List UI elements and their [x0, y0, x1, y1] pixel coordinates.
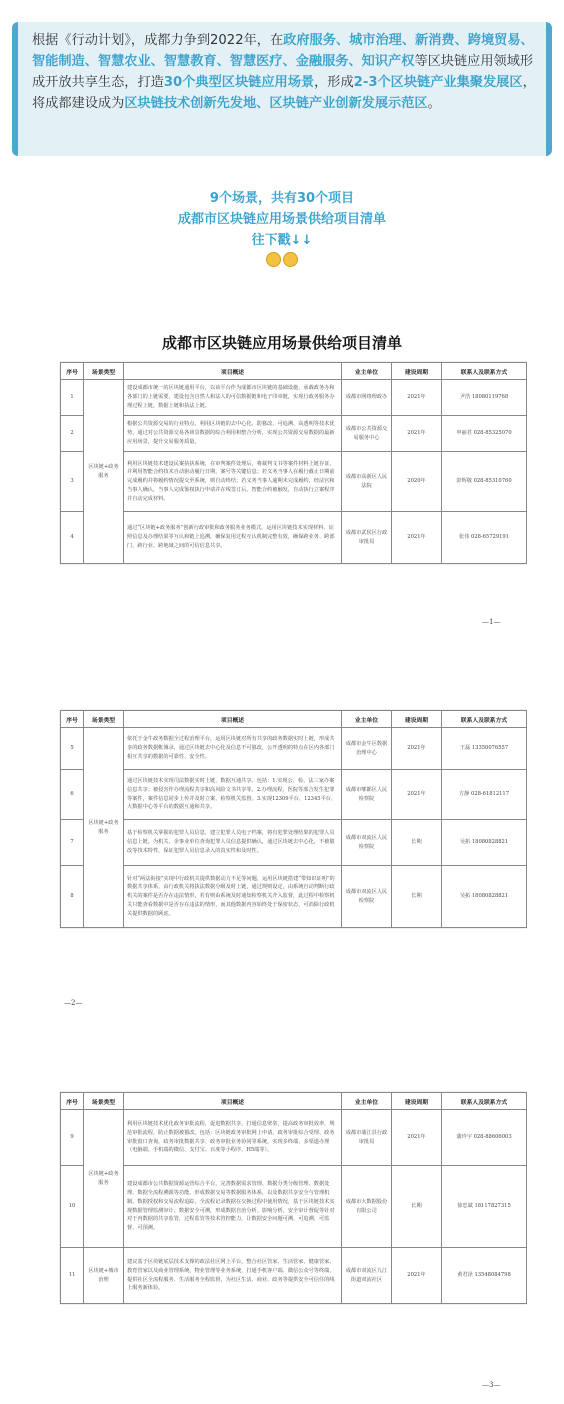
- row-desc: 利用区块链技术优化政务审批流程，促进数据共享，打通信息壁垒，提高政务审批效率，规范审批流程，防止数据被篡改。包括：区块链政务审批网上申请，政务审批综合受理、政务审批窗口查询，政务审批数据共享、政务审批业务协同等系统，实现多终端、多渠道办理（电脑端、手机端的微信、支付宝、百度等小程序、H5端等）。: [124, 1110, 342, 1166]
- row-owner: 成都市双流区人民检察院: [342, 866, 392, 928]
- table-row: [61, 1110, 527, 1166]
- row-desc: 利用区块链技术建设民案执执系统，在审判案件处理后，将裁判文书等案件材料上链存证，并利用智能合约技术自动驱动履行日期、案号等关键信息；若义务当事人在履行截止日期前完成履约并将履约情况提交至系统，则自动终结；若义务当事人逾期未完成履约，经法官和当事人确认，当事人完成鉴权执行申请并在线签订后，智能合约被触发，自动执行立案程序并自动完成材料。: [124, 452, 342, 512]
- row-no: 11: [61, 1248, 84, 1304]
- row-desc: 建设成都市公共数据资源运营综合平台，完善数据需求管理、数据分类分级管理、数据处理、数据全流程溯源等功能，形成数据交易等数据服务体系，以及数据共享安全与管理机制。数据授权和交易流程追踪，全流程记录数据在交换过程中使用情况，基于区块链技术实现数据管理监测审计、数据安全可溯，形成数据自治分析、影响分析、安全审计督促等针对对于内数据的共享监管，过程监管等技术管控能力，让数据安全问题可溯、可追溯、可监督、可预测。: [124, 1166, 342, 1248]
- row-contact: 吴拓 18080828821: [442, 866, 527, 928]
- page-number: —1—: [482, 618, 501, 626]
- table-header-row: [61, 363, 527, 380]
- cta-line-2: 成都市区块链应用场景供给项目清单: [177, 212, 386, 227]
- row-no: 10: [61, 1166, 84, 1248]
- smirk-emoji-icon: [283, 252, 298, 267]
- table-row: [61, 452, 527, 512]
- row-period: 2021年: [392, 728, 442, 770]
- row-owner: 成都市网络理政办: [342, 380, 392, 416]
- row-desc: 建议基于区块链底层技术支撑的政法社区网上平台，整合社区管家、生活管家、健康管家、教育管家以及商业管理系统、物业管理等业务系统，打通手机客户端、微信公众号等终端，提供社区全流程服务、生活服务全程监督，为社区生活、商业、政务等提供安全可信任的线上服务新体验。: [124, 1248, 342, 1304]
- intro-text: 等区块链应用领域形成开放共享生态，打造: [32, 54, 534, 90]
- header-no: 序号: [61, 711, 84, 728]
- table-row: [61, 770, 527, 820]
- row-contact: 尹浩 18080119768: [442, 380, 527, 416]
- scenario-type-cell: 区块链+政务服务: [84, 1110, 124, 1248]
- row-period: 长期: [392, 1166, 442, 1248]
- document-page-2: [60, 710, 526, 928]
- row-no: 3: [61, 452, 84, 512]
- intro-highlight-zones: 2-3个区块链产业集聚发展区: [353, 75, 523, 90]
- project-table-page-2: [60, 710, 527, 928]
- intro-box: [12, 22, 552, 156]
- page-number: —2—: [64, 999, 83, 1007]
- scenario-type-cell: 区块链+政务服务: [84, 728, 124, 928]
- header-contact: 联系人及联系方式: [442, 1093, 527, 1110]
- header-period: 建设周期: [392, 1093, 442, 1110]
- table-row: [61, 380, 527, 416]
- header-no: 序号: [61, 363, 84, 380]
- row-no: 5: [61, 728, 84, 770]
- emoji-row: [0, 251, 564, 272]
- header-desc: 项目概述: [124, 363, 342, 380]
- row-owner: 成都市郫都区人民检察院: [342, 770, 392, 820]
- row-owner: 成都市双流区人民检察院: [342, 820, 392, 866]
- row-owner: 成都市高新区人民法院: [342, 452, 392, 512]
- table-header-row: [61, 1093, 527, 1110]
- row-contact: 张伟 028-65729191: [442, 512, 527, 564]
- row-no: 2: [61, 416, 84, 452]
- cta-line-3: 往下戳↓↓: [251, 233, 313, 248]
- header-period: 建设周期: [392, 711, 442, 728]
- header-no: 序号: [61, 1093, 84, 1110]
- row-period: 2021年: [392, 512, 442, 564]
- row-desc: 通过“区块链+政务服务”创新行政审批和政务服务业务模式，运用区块链技术实现材料、证照信息及办理结果等互认和链上追溯，确保复用过程互认机制完整有效，确保跨业务、跨部门、跨行业、跨地域之间的可信信息共享。: [124, 512, 342, 564]
- row-no: 7: [61, 820, 84, 866]
- header-desc: 项目概述: [124, 1093, 342, 1110]
- project-table-page-1: [60, 362, 527, 564]
- scenario-type-cell: 区块链+政务服务: [84, 380, 124, 564]
- row-no: 9: [61, 1110, 84, 1166]
- intro-text: 。: [427, 96, 441, 111]
- row-period: 2021年: [392, 770, 442, 820]
- row-desc: 依托于金牛政务数据全过程治理平台，运用区块链对所有共享的政务数据实时上链，形成共享的政务数据帐簿录，通过区块链去中心化及信息不可篡改，公开透明的特点在区内各部门相互共享的数据的可靠性、安全性。: [124, 728, 342, 770]
- row-no: 1: [61, 380, 84, 416]
- row-no: 8: [61, 866, 84, 928]
- table-row: [61, 728, 527, 770]
- row-contact: 申丽君 028-85325070: [442, 416, 527, 452]
- table-row: [61, 512, 527, 564]
- row-period: 2021年: [392, 1110, 442, 1166]
- row-period: 长期: [392, 820, 442, 866]
- row-period: 2021年: [392, 416, 442, 452]
- intro-highlight-domains: 政府服务、城市治理、新消费、跨境贸易、智能制造、智慧农业、智慧教育、智慧医疗、金融服务、知识产权: [32, 33, 534, 69]
- row-period: 长期: [392, 866, 442, 928]
- row-owner: 成都市金牛区数据治理中心: [342, 728, 392, 770]
- document-page-3: [60, 1092, 526, 1304]
- row-owner: 成都市蒲江县行政审批局: [342, 1110, 392, 1166]
- row-contact: 方静 028-61812117: [442, 770, 527, 820]
- header-contact: 联系人及联系方式: [442, 363, 527, 380]
- table-row: [61, 1166, 527, 1248]
- header-desc: 项目概述: [124, 711, 342, 728]
- header-type: 场景类型: [84, 1093, 124, 1110]
- intro-text: 根据《行动计划》，成都力争到2022年，在: [32, 33, 284, 48]
- row-desc: 针对“两法衔接”实现中行政机关提供数据动力不足等问题，运用区块链搭建“带知识证明”的数据共享体系，由行政机关将执法数据分级及时上链，通过规则设定，由系统自动判断行政机关的案件是否存在违法情形，若有则由系统及时通知检察机关介入监督，此过程中检察机关只能查看数据中是否存在违法的情形，而其他数据内容始终处于保密状态，可消除行政机关提供数据的顾虑。: [124, 866, 342, 928]
- row-owner: 成都市双流区九江街道双流社区: [342, 1248, 392, 1304]
- row-contact: 徐忠斌 18117827315: [442, 1166, 527, 1248]
- row-contact: 吴拓 18080828821: [442, 820, 527, 866]
- table-row: [61, 416, 527, 452]
- document-page-1: [60, 362, 526, 564]
- page-number: —3—: [482, 1381, 501, 1389]
- row-period: 2021年: [392, 1248, 442, 1304]
- header-contact: 联系人及联系方式: [442, 711, 527, 728]
- table-row: [61, 820, 527, 866]
- row-desc: 基于检察机关掌握的犯罪人员信息，建立犯罪人员电子档案，将有犯罪处理结果的犯罪人员信息上链。为机关、企事业单位查询犯罪人员信息提供确认，通过区块链去中心化，不被篡改等技术特性，保证犯罪人员信息录入的真实性和及时性。: [124, 820, 342, 866]
- row-no: 6: [61, 770, 84, 820]
- table-header-row: [61, 711, 527, 728]
- table-row: [61, 1248, 527, 1304]
- intro-text: ，将成都建设成为: [32, 75, 536, 111]
- row-desc: 根据公共资源交易的行业特点，利用区块链的去中心化、防篡改、可追溯、高透明等技术优势，通过对公共资源交易各场景数据的综合利用和整合分析，实现公共资源交易数据的最新应用场景，提升交易服务质量。: [124, 416, 342, 452]
- smirk-emoji-icon: [266, 252, 281, 267]
- intro-highlight-goal: 区块链技术创新先发地、区块链产业创新发展示范区: [124, 96, 428, 111]
- header-period: 建设周期: [392, 363, 442, 380]
- header-owner: 业主单位: [342, 1093, 392, 1110]
- row-owner: 成都市武侯区行政审批局: [342, 512, 392, 564]
- row-period: 2021年: [392, 380, 442, 416]
- row-owner: 成都市公共资源交易服务中心: [342, 416, 392, 452]
- row-desc: 通过区块链技术实现司法数据实时上链、数据互通共享。包括：1.实现公、检、法三家办案信息共享；被侵害作办理流程共享和高风险文书共享等。2.办理流程、医院等部合发生犯罪等案件，案件信息同步上传并及时立案、检察机关监督。3.实现12309平台、12345平台、大数据中心等平台的数据互通和共享。: [124, 770, 342, 820]
- row-contact: 蒲玲宇 028-88606003: [442, 1110, 527, 1166]
- row-no: 4: [61, 512, 84, 564]
- table-row: [61, 866, 527, 928]
- header-type: 场景类型: [84, 363, 124, 380]
- cta-line-1: 9个场景，共有30个项目: [209, 191, 355, 206]
- row-contact: 王磊 13350076557: [442, 728, 527, 770]
- scenario-type-cell: 区块链+城市治理: [84, 1248, 124, 1304]
- header-type: 场景类型: [84, 711, 124, 728]
- project-table-page-3: [60, 1092, 527, 1304]
- row-owner: 成都市大数据股份有限公司: [342, 1166, 392, 1248]
- document-title: 成都市区块链应用场景供给项目清单: [161, 334, 402, 352]
- intro-highlight-scenarios: 30个典型区块链应用场景: [163, 75, 315, 90]
- header-owner: 业主单位: [342, 363, 392, 380]
- row-contact: 黄君泽 13548084798: [442, 1248, 527, 1304]
- row-period: 2020年: [392, 452, 442, 512]
- row-contact: 彭辉敬 028-85310760: [442, 452, 527, 512]
- intro-text: ，形成: [314, 75, 354, 90]
- row-desc: 建设成都市统一的区块链通用平台，以该平台作为成都市区块链的基础设施，承载政务办和各部门的上链需要，建设包含自然人和法人的可信数据链和电子印章链，实现行政务服务办理过程上链，数据上链和执法上链。: [124, 380, 342, 416]
- header-owner: 业主单位: [342, 711, 392, 728]
- call-to-action: [0, 188, 564, 272]
